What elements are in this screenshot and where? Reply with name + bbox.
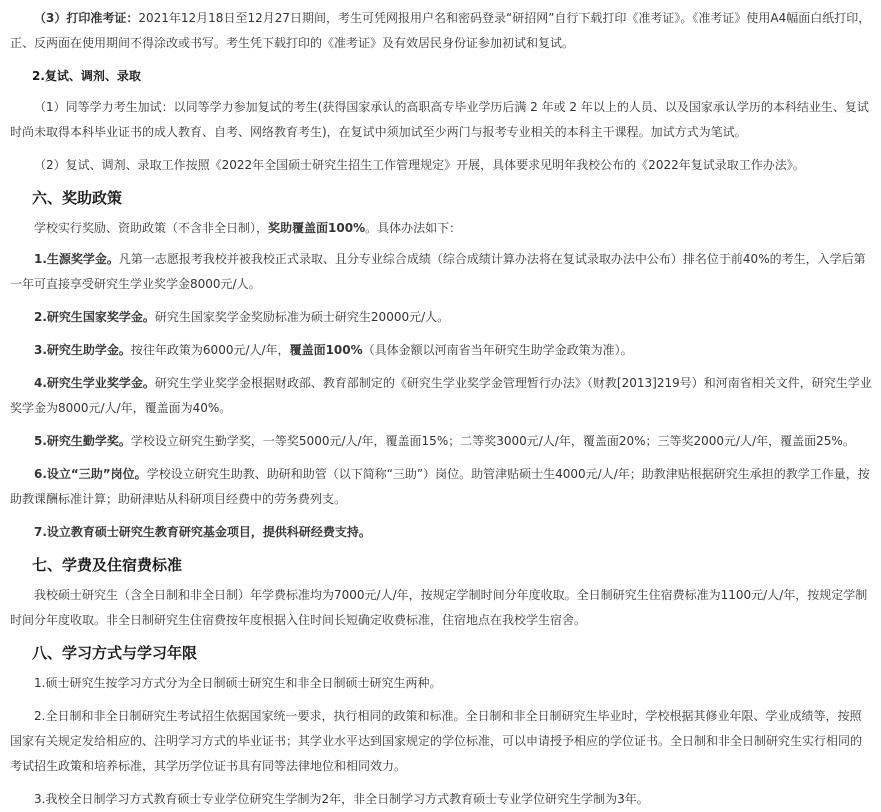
retest-heading: 2.复试、调剂、录取 (32, 69, 141, 83)
print-admission-ticket-text: 2021年12月18日至12月27日期间，考生可凭网报用户名和密码登录“研招网”自行下载打印《准考证》。《准考证》使用A4幅面白纸打印，正、反两面在使用期间不得涂改或书写。考生凭下载打印的《准考证》及有效居民身份证参加初试和复试。 (10, 11, 871, 50)
scholarship-intro-c: 。具体办法如下： (365, 221, 462, 235)
scholarship-item-3-coverage: 覆盖面100% (289, 343, 363, 357)
scholarship-item-1 (10, 247, 873, 297)
scholarship-item-3 (10, 338, 873, 363)
scholarship-item-6 (10, 462, 873, 512)
scholarship-item-6-title: 6.设立“三助”岗位。 (34, 467, 147, 481)
scholarship-item-5-title: 5.研究生勤学奖。 (34, 434, 131, 448)
scholarship-item-4 (10, 371, 873, 421)
study-mode-paragraph-1: 1.硕士研究生按学习方式分为全日制硕士研究生和非全日制硕士研究生两种。 (34, 676, 442, 690)
print-admission-ticket-paragraph (10, 6, 873, 56)
scholarship-item-3-title: 3.研究生助学金。 (34, 343, 131, 357)
scholarship-item-1-text: 凡第一志愿报考我校并被我校正式录取、且分专业综合成绩（综合成绩计算办法将在复试录取办法中公布）排名位于前40%的考生，入学后第一年可直接享受研究生学业奖学金8000元/人。 (10, 252, 866, 291)
study-mode-paragraph-3: 3.我校全日制学习方式教育硕士专业学位研究生学制为2年，非全日制学习方式教育硕士专业学位研究生学制为3年。 (34, 792, 649, 806)
study-mode-paragraph-2: 2.全日制和非全日制研究生考试招生依据国家统一要求，执行相同的政策和标准。全日制和非全日制研究生毕业时，学校根据其修业年限、学业成绩等，按照国家有关规定发给相应的、注明学习方式的毕业证书；其学业水平达到国家规定的学位标准，可以申请授予相应的学位证书。全日制和非全日制研究生实行相同的考试招生政策和培养标准，其学历学位证书具有同等法律地位和相同效力。 (10, 709, 863, 773)
section-6-heading: 六、奖助政策 (32, 189, 123, 207)
scholarship-item-7 (10, 520, 873, 545)
section-8-heading: 八、学习方式与学习年限 (32, 644, 198, 662)
scholarship-item-2-title: 2.研究生国家奖学金。 (34, 310, 155, 324)
scholarship-intro-a: 学校实行奖励、资助政策（不含非全日制）， (34, 221, 269, 235)
print-admission-ticket-label: （3）打印准考证： (34, 11, 139, 25)
equivalent-education-paragraph: （1）同等学力考生加试：以同等学力参加复试的考生(获得国家承认的高职高专毕业学历后满 2 年或 2 年以上的人员、以及国家承认学历的本科结业生、复试时尚未取得本科毕业证书的成人教育、自考、网络教育考生)，在复试中须加试至少两门与报考专业相关的本科主干课程。加试方式为笔试。 (10, 100, 869, 139)
scholarship-item-3-text-a: 按往年政策为6000元/人/年， (130, 343, 290, 357)
scholarship-item-5-text: 学校设立研究生勤学奖，一等奖5000元/人/年，覆盖面15%；二等奖3000元/人/年，覆盖面20%；三等奖2000元/人/年，覆盖面25%。 (130, 434, 855, 448)
section-7-heading: 七、学费及住宿费标准 (32, 556, 183, 574)
retest-rules-paragraph: （2）复试、调剂、录取工作按照《2022年全国硕士研究生招生工作管理规定》开展，具体要求见明年我校公布的《2022年复试录取工作办法》。 (34, 158, 805, 172)
scholarship-item-3-text-c: （具体金额以河南省当年研究生助学金政策为准）。 (362, 343, 633, 357)
scholarship-item-4-text: 研究生学业奖学金根据财政部、教育部制定的《研究生学业奖学金管理暂行办法》（财教[2013]219号）和河南省相关文件，研究生学业奖学金为8000元/人/年，覆盖面为40%。 (10, 376, 872, 415)
scholarship-coverage: 奖助覆盖面100% (268, 221, 366, 235)
scholarship-item-4-title: 4.研究生学业奖学金。 (34, 376, 155, 390)
scholarship-item-5 (10, 429, 873, 454)
scholarship-item-2-text: 研究生国家奖学金奖励标准为硕士研究生20000元/人。 (154, 310, 450, 324)
scholarship-item-1-title: 1.生源奖学金。 (34, 252, 119, 266)
scholarship-intro (10, 216, 873, 241)
scholarship-item-6-text: 学校设立研究生助教、助研和助管（以下简称“三助”）岗位。助管津贴硕士生4000元/人/年；助教津贴根据研究生承担的教学工作量，按助教课酬标准计算；助研津贴从科研项目经费中的劳务费列支。 (10, 467, 870, 506)
tuition-paragraph: 我校硕士研究生（含全日制和非全日制）年学费标准均为7000元/人/年，按规定学制时间分年度收取。全日制研究生住宿费标准为1100元/人/年，按规定学制时间分年度收取。非全日制研究生住宿费按年度根据入住时间长短确定收费标准，住宿地点在我校学生宿舍。 (10, 588, 868, 627)
scholarship-item-2 (10, 305, 873, 330)
scholarship-item-7-title: 7.设立教育硕士研究生教育研究基金项目，提供科研经费支持。 (34, 525, 371, 539)
